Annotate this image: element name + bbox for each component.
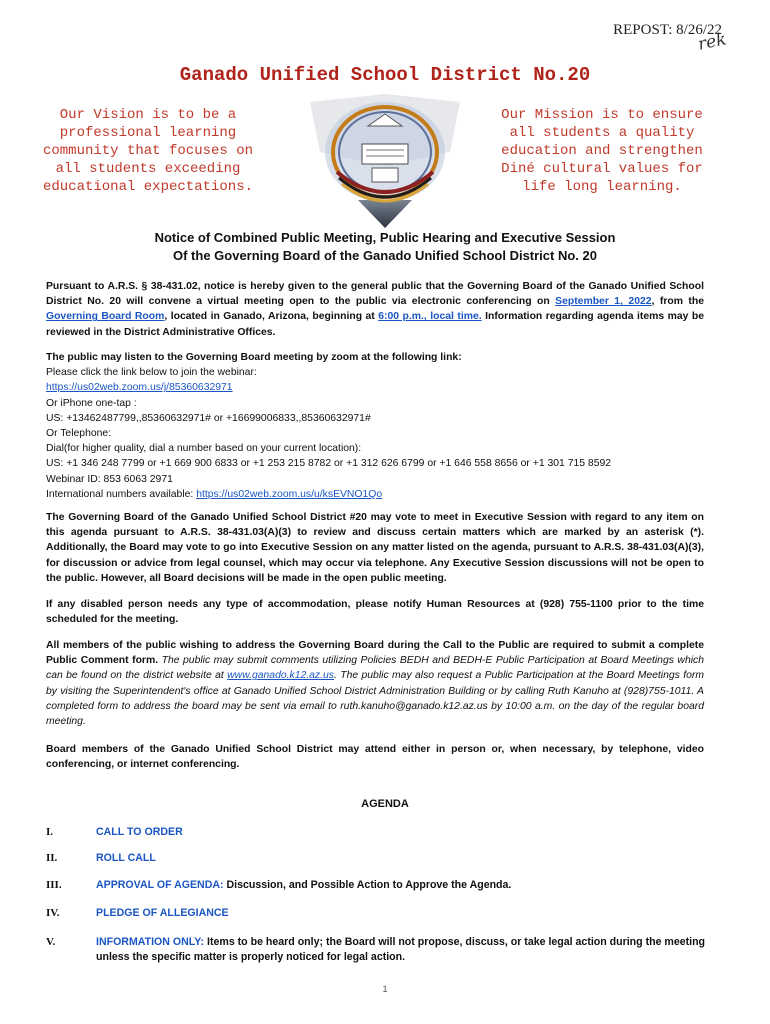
board-attendance-paragraph: Board members of the Ganado Unified School District may attend either in person or, when necessary, by telephone, video conferencing, or internet conferencing.	[46, 744, 704, 771]
disability-paragraph: If any disabled person needs any type of accommodation, please notify Human Resources at (928) 755-1100 prior to the time scheduled for the meeting.	[46, 599, 704, 626]
agenda-item-title: ROLL CALL	[96, 852, 156, 864]
agenda-item-number: III.	[46, 879, 62, 891]
notice-text: , from the	[651, 296, 704, 308]
board-room-link[interactable]: Governing Board Room	[46, 311, 165, 323]
zoom-phone-numbers: US: +1 346 248 7799 or +1 669 900 6833 or +1 253 215 8782 or +1 312 626 6799 or +1 646 558 8656 or +1 301 715 8592	[46, 458, 612, 470]
zoom-dial-instruction: Dial(for higher quality, dial a number based on your current location):	[46, 443, 362, 455]
repost-date: REPOST: 8/26/22	[613, 22, 722, 38]
zoom-iphone-numbers: US: +13462487799,,85360632971# or +16699006833,,85360632971#	[46, 412, 371, 424]
agenda-item-title: APPROVAL OF AGENDA:	[96, 879, 224, 891]
page-number: 1	[382, 984, 388, 994]
mission-statement: Our Mission is to ensure all students a quality education and strengthen Diné cultural values for life long learning.	[501, 107, 703, 195]
zoom-instruction: Please click the link below to join the webinar:	[46, 367, 257, 379]
notice-line-1: Notice of Combined Public Meeting, Public Hearing and Executive Session	[154, 230, 616, 245]
zoom-section	[46, 350, 704, 502]
agenda-heading: AGENDA	[361, 798, 409, 810]
public-comment-details: . The public may also request a Public Participation at the Board Meetings form by visiting the Superintendent's office at Ganado Unified School District Administration Building or by calling Ruth Kanuho at (928)755-1011. A completed form to address the board may be sent via email to ruth.kanuho@ganado.k12.az.us by 10:00 a.m. on the day of the regular board meeting.	[46, 670, 705, 728]
handwritten-initials: rek	[695, 29, 728, 55]
agenda-item-number: V.	[46, 936, 56, 948]
zoom-webinar-id: Webinar ID: 853 6063 2971	[46, 473, 173, 485]
notice-text: Pursuant to A.R.S. § 38-431.02, notice is hereby given to the general public that the Governing Board of the Ganado Unified School District No. 20 will convene a virtual meeting open to the public via electronic conferencing on	[46, 281, 704, 308]
document-title: Ganado Unified School District No.20	[179, 64, 591, 86]
public-comment-lead: All members of the public wishing to address the Governing Board during the Call to the Public are required to submit a complete Public Comment form.	[46, 640, 704, 667]
agenda-item	[96, 906, 706, 921]
district-website-link[interactable]: www.ganado.k12.az.us	[227, 670, 334, 682]
vision-statement: Our Vision is to be a professional learning community that focuses on all students exceeding educational expectations.	[42, 107, 254, 195]
notice-line-2: Of the Governing Board of the Ganado Unified School District No. 20	[173, 248, 597, 263]
public-comment-policy: The public may submit comments utilizing Policies BEDH and BEDH-E Public Participation at Board Meetings which can be found on the district website at	[46, 655, 704, 682]
zoom-telephone-label: Or Telephone:	[46, 428, 112, 440]
agenda-item-number: II.	[46, 852, 58, 864]
agenda-item	[96, 851, 706, 866]
zoom-heading: The public may listen to the Governing Board meeting by zoom at the following link:	[46, 352, 462, 363]
meeting-date-link[interactable]: September 1, 2022	[555, 296, 652, 308]
district-seal-logo	[300, 92, 470, 232]
agenda-item-number: I.	[46, 826, 54, 838]
zoom-webinar-link[interactable]: https://us02web.zoom.us/j/85360632971	[46, 382, 233, 394]
zoom-intl-link[interactable]: https://us02web.zoom.us/u/ksEVNO1Qo	[196, 488, 383, 500]
agenda-item-title: CALL TO ORDER	[96, 826, 183, 838]
agenda-item-description: Items to be heard only; the Board will not propose, discuss, or take legal action during the meeting unless the specific matter is properly noticed for legal action.	[96, 936, 706, 963]
notice-text: , located in Ganado, Arizona, beginning at	[164, 311, 379, 323]
agenda-item	[96, 878, 706, 893]
agenda-item-title: PLEDGE OF ALLEGIANCE	[96, 907, 229, 919]
notice-paragraph	[46, 279, 704, 340]
meeting-time-link[interactable]: 6:00 p.m., local time.	[378, 311, 482, 323]
notice-heading	[0, 229, 770, 265]
agenda-item	[96, 825, 706, 840]
agenda-item-number: IV.	[46, 907, 60, 919]
agenda-item	[96, 935, 706, 965]
public-comment-paragraph	[46, 638, 704, 729]
zoom-intl-label: International numbers available:	[46, 488, 197, 500]
agenda-item-description: Discussion, and Possible Action to Approve the Agenda.	[223, 879, 512, 891]
agenda-item-title: INFORMATION ONLY:	[96, 936, 205, 948]
notice-text: Information regarding agenda items may be reviewed in the District Administrative Offices.	[46, 311, 704, 338]
executive-session-paragraph: The Governing Board of the Ganado Unified School District #20 may vote to meet in Executive Session with regard to any item on this agenda pursuant to A.R.S. 38-431.03(A)(3) to review and discuss certain matters which are marked by an asterisk (*). Additionally, the Board may vote to go into Executive Session on any matter listed on the agenda, pursuant to A.R.S. 38-431.03(A)(3), for discussion or advice from legal counsel, which may occur via telephone. Any Executive Session discussions will not be open to the public. However, all Board decisions will be made in the open public meeting.	[46, 512, 704, 584]
zoom-iphone-label: Or iPhone one-tap :	[46, 397, 137, 409]
